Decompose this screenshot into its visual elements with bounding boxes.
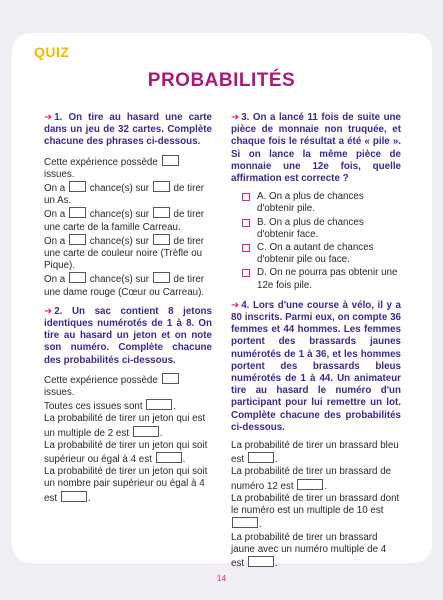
left-column (44, 112, 212, 505)
choice-c[interactable]: C. On a autant de chances d'obtenir pile ou face. (231, 242, 401, 266)
question-2: ➜ 2. Un sac contient 8 jetons identiques numérotés de 1 à 8. On tire au hasard un jeton et on note son numéro. Complète chacune des probabilités ci-dessous. (44, 305, 212, 366)
answer-box[interactable] (69, 234, 86, 245)
choice-b[interactable]: B. On a plus de chances d'obtenir face. (231, 217, 401, 241)
q2-line-5: La probabilité de tirer un jeton qui soit un nombre pair supérieur ou égal à 4 est . (44, 466, 208, 504)
checkbox[interactable] (242, 219, 250, 227)
question-4: ➜ 4. Lors d'une course à vélo, il y a 80 inscrits. Parmi eux, on compte 36 femmes et 44 hommes. Les femmes portent des brassards jaunes numérotés de 1 à 36, et les hommes portent des brassards bleus numérotés de 1 à 44. Un animateur tire au hasard le numéro d'un participant pour lui remettre un lot. Complète chacune des probabilités ci-dessous. (231, 299, 401, 433)
checkbox[interactable] (242, 269, 250, 277)
answer-box[interactable] (162, 155, 179, 166)
q2-line-2: Toutes ces issues sont . (44, 401, 177, 413)
arrow-icon: ➜ (44, 305, 53, 317)
answer-box[interactable] (69, 181, 86, 192)
answer-box[interactable] (297, 479, 323, 490)
choice-a[interactable]: A. On a plus de chances d'obtenir pile. (231, 191, 401, 215)
answer-box[interactable] (146, 399, 172, 410)
question-1: ➜ 1. On tire au hasard une carte dans un jeu de 32 cartes. Complète chacune des phrases ci-dessous. (44, 112, 212, 148)
q4-line-2: La probabilité de tirer un brassard de numéro 12 est . (231, 466, 392, 492)
q4-line-1: La probabilité de tirer un brassard bleu est . (231, 440, 399, 466)
q4-line-3: La probabilité de tirer un brassard dont le numéro est un multiple de 10 est . (231, 492, 400, 531)
q2-line-4: La probabilité de tirer un jeton qui soit supérieur ou égal à 4 est . (44, 439, 208, 466)
answer-box[interactable] (156, 452, 182, 463)
arrow-icon: ➜ (231, 112, 240, 123)
answer-box[interactable] (248, 556, 274, 567)
answer-box[interactable] (153, 181, 170, 192)
checkbox[interactable] (242, 193, 250, 201)
page-number: 14 (217, 574, 226, 583)
choice-d[interactable]: D. On ne pourra pas obtenir une 12e fois pile. (231, 267, 401, 291)
q4-line-4: La probabilité de tirer un brassard jaune avec un numéro multiple de 4 est . (231, 531, 387, 569)
answer-box[interactable] (153, 207, 170, 218)
q1-line-1: Cette expérience possède issues. (44, 155, 212, 181)
q1-line-4: On a chance(s) sur de tirer une carte de couleur noire (Trèfle ou Pique). (44, 235, 205, 272)
answer-box[interactable] (248, 452, 274, 463)
arrow-icon: ➜ (231, 299, 240, 311)
answer-box[interactable] (153, 272, 170, 283)
page-title: PROBABILITÉS (147, 70, 296, 91)
answer-box[interactable] (232, 517, 258, 528)
answer-box[interactable] (61, 491, 87, 502)
q1-line-2: On a chance(s) sur de tirer un As. (44, 183, 205, 207)
answer-box[interactable] (153, 234, 170, 245)
q1-line-3: On a chance(s) sur de tirer une carte de la famille Carreau. (44, 209, 205, 233)
question-3: ➜ 3. On a lancé 11 fois de suite une pièce de monnaie non truquée, et chaque fois le résultat a été « pile ». Si on lance la même pièce de monnaie une 12e fois, quelle affirmation est correcte ? (231, 112, 401, 185)
q2-line-1: Cette expérience possède issues. (44, 373, 212, 399)
q1-line-5: On a chance(s) sur de tirer une dame rouge (Cœur ou Carreau). (44, 274, 205, 298)
answer-box[interactable] (133, 426, 159, 437)
quiz-label: QUIZ (34, 44, 70, 60)
answer-box[interactable] (162, 373, 179, 384)
checkbox[interactable] (242, 244, 250, 252)
right-column (231, 112, 401, 570)
answer-box[interactable] (69, 207, 86, 218)
answer-box[interactable] (69, 272, 86, 283)
q2-line-3: La probabilité de tirer un jeton qui est un multiple de 2 est . (44, 413, 206, 439)
arrow-icon: ➜ (44, 112, 53, 123)
